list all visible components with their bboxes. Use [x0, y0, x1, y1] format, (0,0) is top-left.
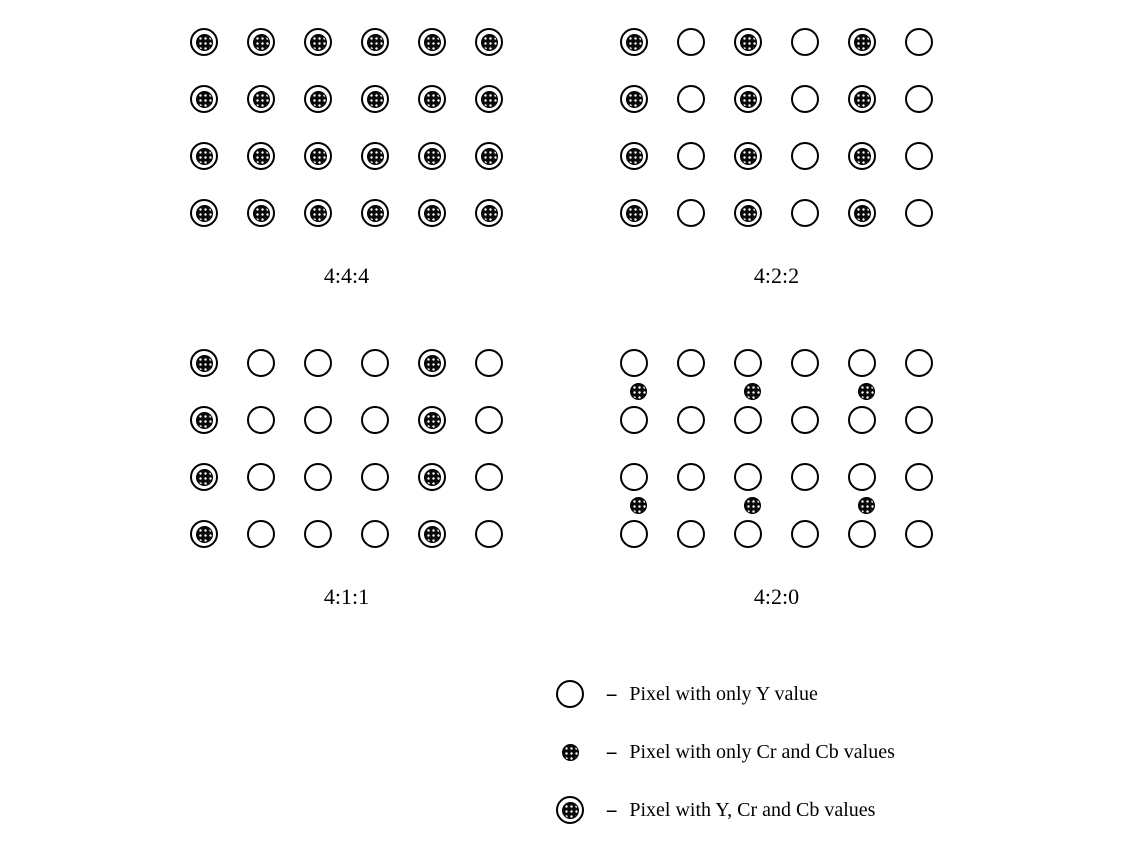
pixel-y-only [905, 520, 933, 548]
crcb-dot-icon [854, 34, 871, 51]
pixel-y-cr-cb [190, 520, 218, 548]
crcb-dot-icon [424, 526, 441, 543]
pixel-y-cr-cb [475, 142, 503, 170]
crcb-dot-icon [424, 34, 441, 51]
pixel-y-only [620, 406, 648, 434]
crcb-dot-icon [740, 91, 757, 108]
pixel-y-cr-cb [475, 199, 503, 227]
pixel-y-cr-cb [361, 199, 389, 227]
pixel-y-cr-cb [734, 85, 762, 113]
pixel-y-only [677, 85, 705, 113]
y-cr-cb-pixel-icon [556, 796, 584, 824]
crcb-dot-icon [424, 412, 441, 429]
pixel-cr-cb-only [858, 383, 875, 400]
pixel-y-cr-cb [734, 28, 762, 56]
crcb-dot-icon [562, 802, 579, 819]
pixel-y-cr-cb [361, 85, 389, 113]
grid-label-4-4-4: 4:4:4 [323, 263, 370, 288]
pixel-y-only [677, 142, 705, 170]
pixel-y-only [247, 463, 275, 491]
crcb-dot-icon [196, 469, 213, 486]
grid-label-4-2-2: 4:2:2 [753, 263, 800, 288]
pixel-y-cr-cb [190, 349, 218, 377]
pixel-y-cr-cb [475, 85, 503, 113]
pixel-y-only [905, 142, 933, 170]
quadrant-4-1-1 [190, 349, 503, 610]
pixel-y-only [475, 463, 503, 491]
pixel-cr-cb-only [744, 497, 761, 514]
crcb-only-pixel-icon [556, 744, 584, 761]
pixel-y-only [361, 463, 389, 491]
pixel-y-cr-cb [734, 199, 762, 227]
crcb-dot-icon [626, 205, 643, 222]
crcb-dot-icon [424, 469, 441, 486]
legend-row-y-only [556, 680, 895, 708]
pixel-y-cr-cb [247, 28, 275, 56]
crcb-dot-icon [196, 355, 213, 372]
crcb-dot-icon [424, 91, 441, 108]
pixel-y-only [905, 406, 933, 434]
legend-dash: -- [606, 682, 616, 705]
pixel-y-cr-cb [247, 199, 275, 227]
quadrant-4-4-4 [190, 28, 503, 289]
crcb-dot-icon [481, 91, 498, 108]
pixel-y-only [905, 199, 933, 227]
pixel-y-only [361, 520, 389, 548]
pixel-y-cr-cb [361, 142, 389, 170]
pixel-y-only [475, 520, 503, 548]
legend-text-crcb-only: Pixel with only Cr and Cb values [629, 740, 895, 763]
crcb-dot-icon [481, 34, 498, 51]
pixel-y-only [247, 520, 275, 548]
crcb-dot-icon [424, 355, 441, 372]
pixel-y-only [905, 349, 933, 377]
crcb-dot-icon [626, 34, 643, 51]
pixel-y-only [791, 520, 819, 548]
pixel-y-cr-cb [734, 142, 762, 170]
pixel-y-only [304, 463, 332, 491]
pixel-y-cr-cb [190, 406, 218, 434]
pixel-y-cr-cb [361, 28, 389, 56]
crcb-dot-icon [626, 148, 643, 165]
pixel-y-only [848, 406, 876, 434]
pixel-y-cr-cb [304, 85, 332, 113]
legend-dash: -- [606, 740, 616, 763]
crcb-dot-icon [196, 34, 213, 51]
pixel-y-cr-cb [418, 349, 446, 377]
pixel-y-cr-cb [418, 28, 446, 56]
legend-text-y-only: Pixel with only Y value [629, 682, 818, 705]
crcb-dot-icon [253, 34, 270, 51]
pixel-y-cr-cb [848, 28, 876, 56]
pixel-y-cr-cb [418, 85, 446, 113]
pixel-y-only [848, 463, 876, 491]
crcb-dot-icon [310, 34, 327, 51]
pixel-y-cr-cb [418, 406, 446, 434]
grid-label-4-1-1: 4:1:1 [323, 584, 370, 609]
pixel-y-only [475, 406, 503, 434]
pixel-y-only [905, 28, 933, 56]
pixel-y-only [677, 28, 705, 56]
pixel-y-only [304, 406, 332, 434]
crcb-dot-icon [367, 91, 384, 108]
pixel-y-cr-cb [418, 463, 446, 491]
crcb-dot-icon [562, 744, 579, 761]
pixel-y-only [677, 199, 705, 227]
legend-row-y-cr-cb [556, 796, 895, 824]
pixel-y-only [677, 349, 705, 377]
crcb-dot-icon [253, 205, 270, 222]
crcb-dot-icon [854, 148, 871, 165]
pixel-cr-cb-only [744, 383, 761, 400]
pixel-y-only [361, 349, 389, 377]
pixel-y-only [791, 349, 819, 377]
pixel-y-only [304, 349, 332, 377]
crcb-dot-icon [481, 148, 498, 165]
pixel-y-cr-cb [190, 85, 218, 113]
pixel-y-only [247, 349, 275, 377]
y-crcb-circle-icon [556, 796, 584, 824]
pixel-y-cr-cb [190, 199, 218, 227]
legend-row-crcb-only [556, 738, 895, 766]
pixel-y-only [620, 349, 648, 377]
pixel-y-cr-cb [304, 199, 332, 227]
pixel-cr-cb-only [630, 497, 647, 514]
crcb-dot-icon [196, 526, 213, 543]
crcb-dot-icon [481, 205, 498, 222]
crcb-dot-icon [424, 205, 441, 222]
pixel-y-cr-cb [848, 199, 876, 227]
crcb-dot-icon [196, 91, 213, 108]
pixel-y-only [791, 85, 819, 113]
pixel-y-only [905, 85, 933, 113]
pixel-y-cr-cb [848, 85, 876, 113]
crcb-dot-icon [854, 91, 871, 108]
pixel-y-cr-cb [620, 85, 648, 113]
pixel-y-only [475, 349, 503, 377]
pixel-y-only [791, 142, 819, 170]
quadrant-4-2-2 [620, 28, 933, 289]
pixel-y-only [677, 463, 705, 491]
pixel-y-cr-cb [620, 142, 648, 170]
legend-text-y-cr-cb: Pixel with Y, Cr and Cb values [629, 798, 876, 821]
crcb-dot-icon [367, 148, 384, 165]
pixel-y-cr-cb [247, 142, 275, 170]
pixel-grid-4-4-4 [190, 28, 503, 227]
pixel-y-cr-cb [620, 199, 648, 227]
pixel-y-only [791, 463, 819, 491]
pixel-y-cr-cb [418, 520, 446, 548]
pixel-y-only [734, 349, 762, 377]
crcb-dot-icon [310, 91, 327, 108]
pixel-y-only [734, 520, 762, 548]
pixel-y-only [677, 406, 705, 434]
pixel-y-cr-cb [475, 28, 503, 56]
pixel-y-cr-cb [418, 142, 446, 170]
pixel-y-only [848, 349, 876, 377]
pixel-grid-4-2-0 [620, 349, 933, 548]
pixel-y-cr-cb [190, 28, 218, 56]
pixel-y-only [247, 406, 275, 434]
pixel-y-only [620, 520, 648, 548]
pixel-y-only [304, 520, 332, 548]
crcb-dot-icon [424, 148, 441, 165]
crcb-dot-icon [367, 34, 384, 51]
crcb-dot-icon [854, 205, 871, 222]
pixel-y-cr-cb [848, 142, 876, 170]
pixel-y-cr-cb [247, 85, 275, 113]
pixel-y-cr-cb [620, 28, 648, 56]
pixel-y-cr-cb [304, 28, 332, 56]
crcb-dot-icon [740, 148, 757, 165]
legend [556, 680, 895, 854]
crcb-dot-icon [196, 205, 213, 222]
pixel-y-cr-cb [304, 142, 332, 170]
pixel-y-only [361, 406, 389, 434]
pixel-y-only [620, 463, 648, 491]
pixel-y-only [734, 463, 762, 491]
y-only-pixel-icon [556, 680, 584, 708]
crcb-dot-icon [740, 205, 757, 222]
legend-dash: -- [606, 798, 616, 821]
crcb-dot-icon [310, 148, 327, 165]
pixel-y-cr-cb [418, 199, 446, 227]
pixel-cr-cb-only [858, 497, 875, 514]
pixel-y-cr-cb [190, 463, 218, 491]
pixel-y-only [677, 520, 705, 548]
crcb-dot-icon [310, 205, 327, 222]
crcb-dot-icon [196, 148, 213, 165]
pixel-y-only [734, 406, 762, 434]
pixel-y-only [791, 28, 819, 56]
crcb-dot-icon [253, 148, 270, 165]
crcb-dot-icon [367, 205, 384, 222]
pixel-y-cr-cb [190, 142, 218, 170]
pixel-grid-4-2-2 [620, 28, 933, 227]
y-circle-icon [556, 680, 584, 708]
pixel-cr-cb-only [630, 383, 647, 400]
pixel-y-only [791, 199, 819, 227]
crcb-dot-icon [626, 91, 643, 108]
quadrant-4-2-0 [620, 349, 933, 610]
pixel-grid-4-1-1 [190, 349, 503, 548]
pixel-y-only [791, 406, 819, 434]
crcb-dot-icon [253, 91, 270, 108]
pixel-y-only [848, 520, 876, 548]
grid-label-4-2-0: 4:2:0 [753, 584, 800, 609]
crcb-dot-icon [740, 34, 757, 51]
crcb-dot-icon [196, 412, 213, 429]
pixel-y-only [905, 463, 933, 491]
